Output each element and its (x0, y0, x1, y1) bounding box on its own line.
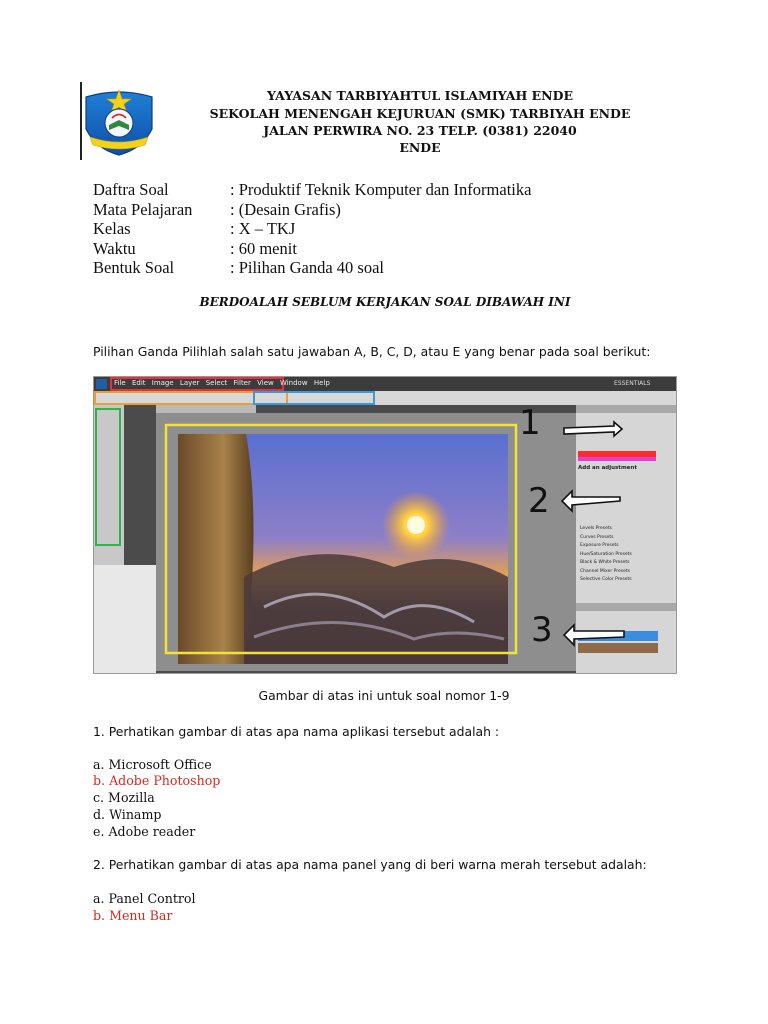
info-value: : 60 menit (230, 238, 297, 258)
preset-item: Curves Presets (580, 534, 614, 540)
preset-item: Channel Mixer Presets (580, 568, 630, 574)
header-line-3: JALAN PERWIRA NO. 23 TELP. (0381) 22040 (263, 123, 577, 138)
preset-item: Levels Presets (580, 526, 613, 531)
photoshop-screenshot (93, 376, 677, 674)
adjustments-title: Add an adjustment (578, 465, 637, 471)
preset-item: Exposure Presets (580, 543, 619, 548)
q1-option-d: d. Winamp (93, 807, 162, 822)
figure-caption: Gambar di atas ini untuk soal nomor 1-9 (258, 688, 510, 703)
marker-2: 2 (528, 481, 550, 521)
info-value: : (Desain Grafis) (230, 199, 341, 219)
q1-option-a: a. Microsoft Office (93, 757, 212, 772)
q1-option-c: c. Mozilla (93, 790, 155, 805)
school-logo (82, 85, 156, 157)
presets-list (580, 525, 656, 585)
info-key: Waktu (93, 238, 136, 258)
info-key: Mata Pelajaran (93, 199, 193, 219)
intro-text: Pilihan Ganda Pilihlah salah satu jawaban A, B, C, D, atau E yang benar pada soal berikut: (93, 344, 651, 359)
info-key: Kelas (93, 219, 131, 238)
menu-edit: Edit (131, 379, 146, 387)
info-value: : Pilihan Ganda 40 soal (230, 258, 384, 277)
question-2: 2. Perhatikan gambar di atas apa nama panel yang di beri warna merah tersebut adalah: (93, 857, 647, 872)
header-line-4: ENDE (399, 140, 441, 155)
info-value: : Produktif Teknik Komputer dan Informatika (230, 180, 532, 199)
menu-help: Help (313, 379, 330, 387)
header-line-2: SEKOLAH MENENGAH KEJURUAN (SMK) TARBIYAH ENDE (209, 106, 631, 121)
menu-bar (114, 379, 330, 387)
marker-3: 3 (531, 610, 553, 650)
preset-item: Black & White Presets (580, 560, 630, 565)
preset-item: Selective Color Presets (580, 577, 632, 582)
menu-file: File (114, 379, 126, 387)
info-value: : X – TKJ (230, 219, 296, 238)
menu-view: View (257, 379, 274, 387)
workspace-label: ESSENTIALS (614, 380, 651, 387)
q1-option-e: e. Adobe reader (93, 824, 196, 839)
q2-option-a: a. Panel Control (93, 891, 196, 906)
exam-info (0, 180, 768, 280)
menu-window: Window (279, 379, 308, 387)
preset-item: Hue/Saturation Presets (580, 551, 632, 557)
marker-1: 1 (519, 403, 541, 443)
info-key: Bentuk Soal (93, 258, 175, 277)
instruction-heading: BERDOALAH SEBLUM KERJAKAN SOAL DIBAWAH INI (199, 295, 571, 309)
menu-layer: Layer (179, 379, 200, 387)
menu-filter: Filter (233, 379, 251, 387)
layer-row-label: Gradient Fill (594, 633, 622, 638)
menu-select: Select (205, 379, 228, 387)
header-line-1: YAYASAN TARBIYAHTUL ISLAMIYAH ENDE (267, 88, 573, 103)
info-key: Daftra Soal (93, 180, 169, 199)
q2-option-b-answer: b. Menu Bar (93, 908, 173, 923)
menu-image: Image (151, 379, 174, 387)
question-1: 1. Perhatikan gambar di atas apa nama aplikasi tersebut adalah : (93, 724, 500, 739)
q1-option-b-answer: b. Adobe Photoshop (93, 773, 221, 788)
